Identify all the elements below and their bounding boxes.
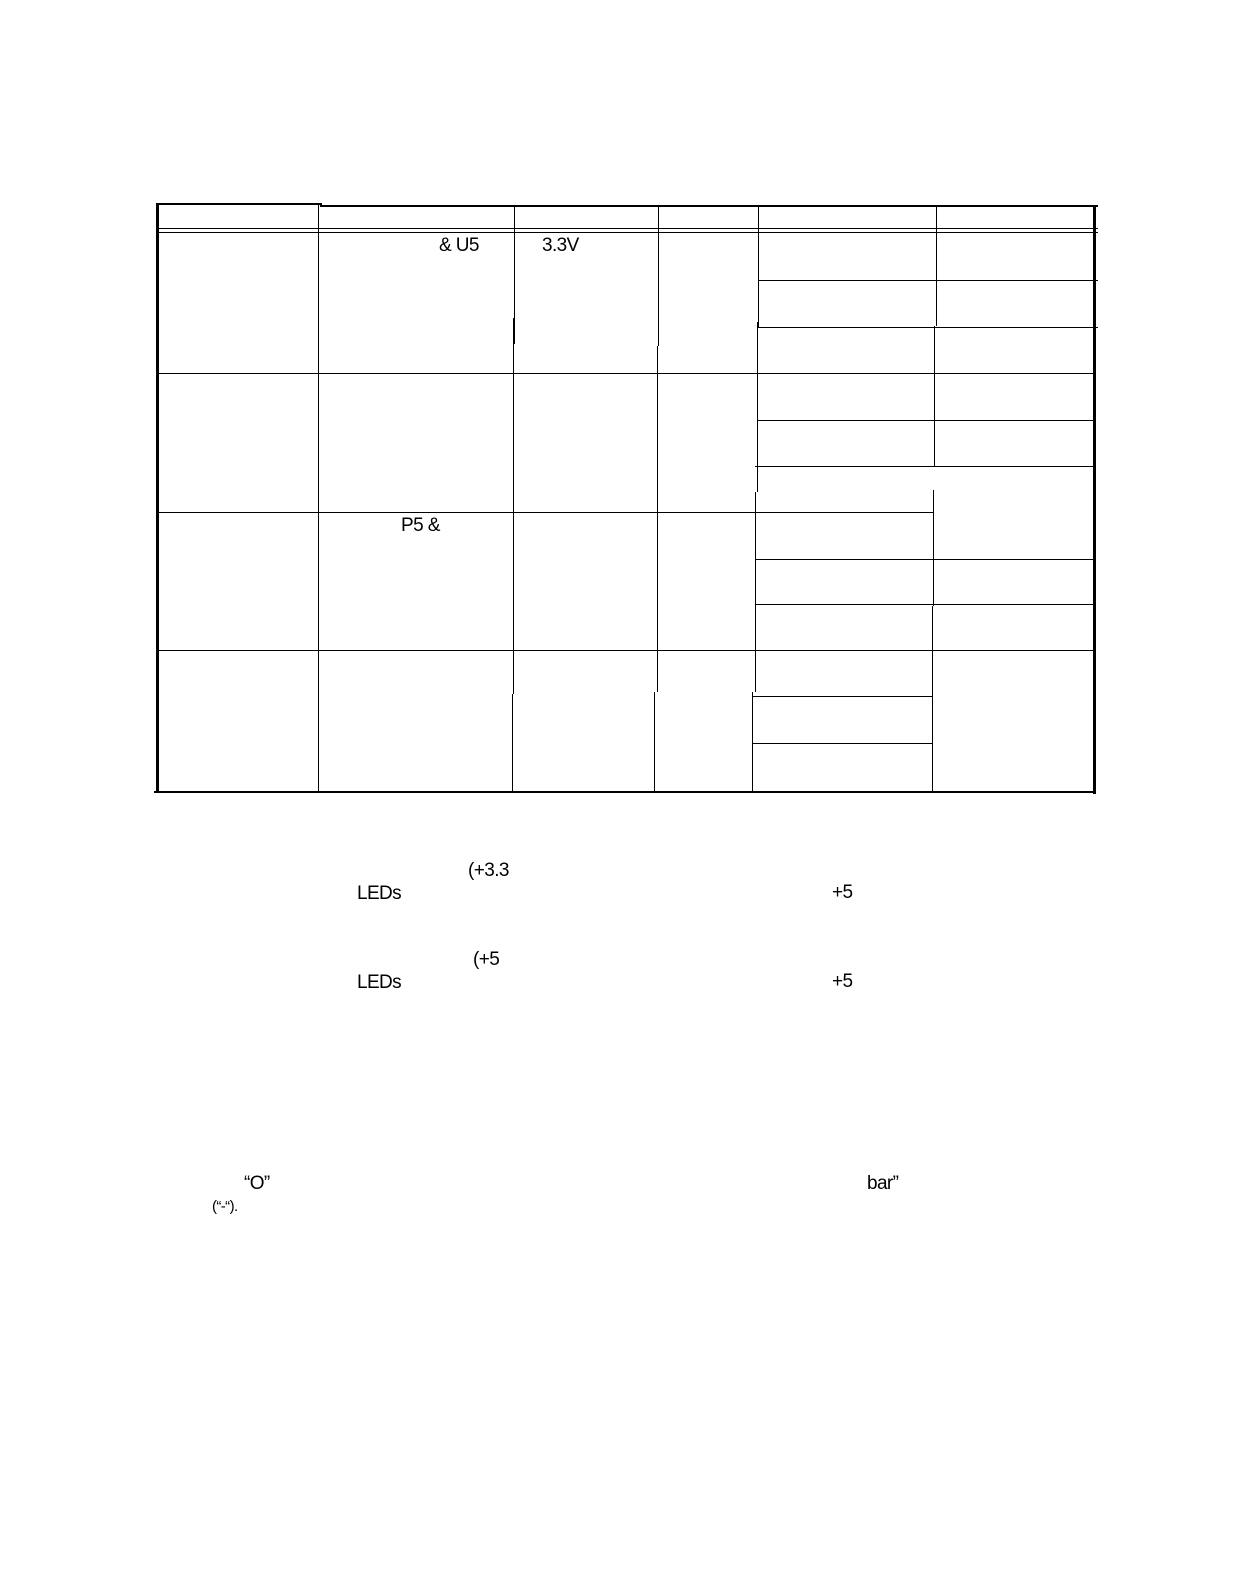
column-separator <box>752 692 753 792</box>
subrow-separator <box>755 604 1093 605</box>
column-separator <box>932 606 933 792</box>
table-header-separator <box>158 228 1098 229</box>
note-text: bar” <box>867 1173 899 1194</box>
note-text: “O” <box>244 1173 270 1194</box>
column-separator <box>936 206 937 326</box>
cell-text-voltage: 3.3V <box>542 235 579 256</box>
row-separator <box>158 512 934 513</box>
row-separator <box>158 373 1093 374</box>
column-separator <box>758 206 759 328</box>
note-text: +5 <box>832 971 853 992</box>
column-separator <box>513 318 515 344</box>
note-text: (+3.3 <box>468 860 509 881</box>
table-right-border <box>1093 206 1096 794</box>
column-separator <box>658 206 659 346</box>
column-separator <box>657 346 658 692</box>
table-top-border <box>320 205 1098 207</box>
subrow-separator <box>753 696 933 697</box>
table-left-border <box>156 203 159 793</box>
note-text: LEDs <box>357 883 402 904</box>
cell-text-ic: & U5 <box>439 235 479 256</box>
column-separator <box>513 344 514 694</box>
table-header-separator <box>158 232 1098 233</box>
cell-text-ic: P5 & <box>401 515 440 536</box>
column-separator <box>934 326 935 466</box>
column-separator <box>318 205 319 792</box>
note-text: +5 <box>832 882 853 903</box>
column-separator <box>512 694 513 792</box>
note-text: LEDs <box>357 972 402 993</box>
column-separator <box>933 490 934 606</box>
row-separator <box>158 650 1093 651</box>
subrow-separator <box>753 743 933 744</box>
table-bottom-border <box>154 791 1096 793</box>
subrow-separator <box>755 559 1093 560</box>
table-top-border <box>156 203 322 205</box>
subrow-separator <box>757 420 1093 421</box>
subrow-separator <box>758 280 1098 281</box>
column-separator <box>654 692 655 792</box>
subrow-separator <box>755 466 1093 467</box>
column-separator <box>755 492 756 692</box>
note-text: (+5 <box>473 949 500 970</box>
note-text: (“-“). <box>212 1198 238 1215</box>
subrow-separator <box>757 327 1098 328</box>
